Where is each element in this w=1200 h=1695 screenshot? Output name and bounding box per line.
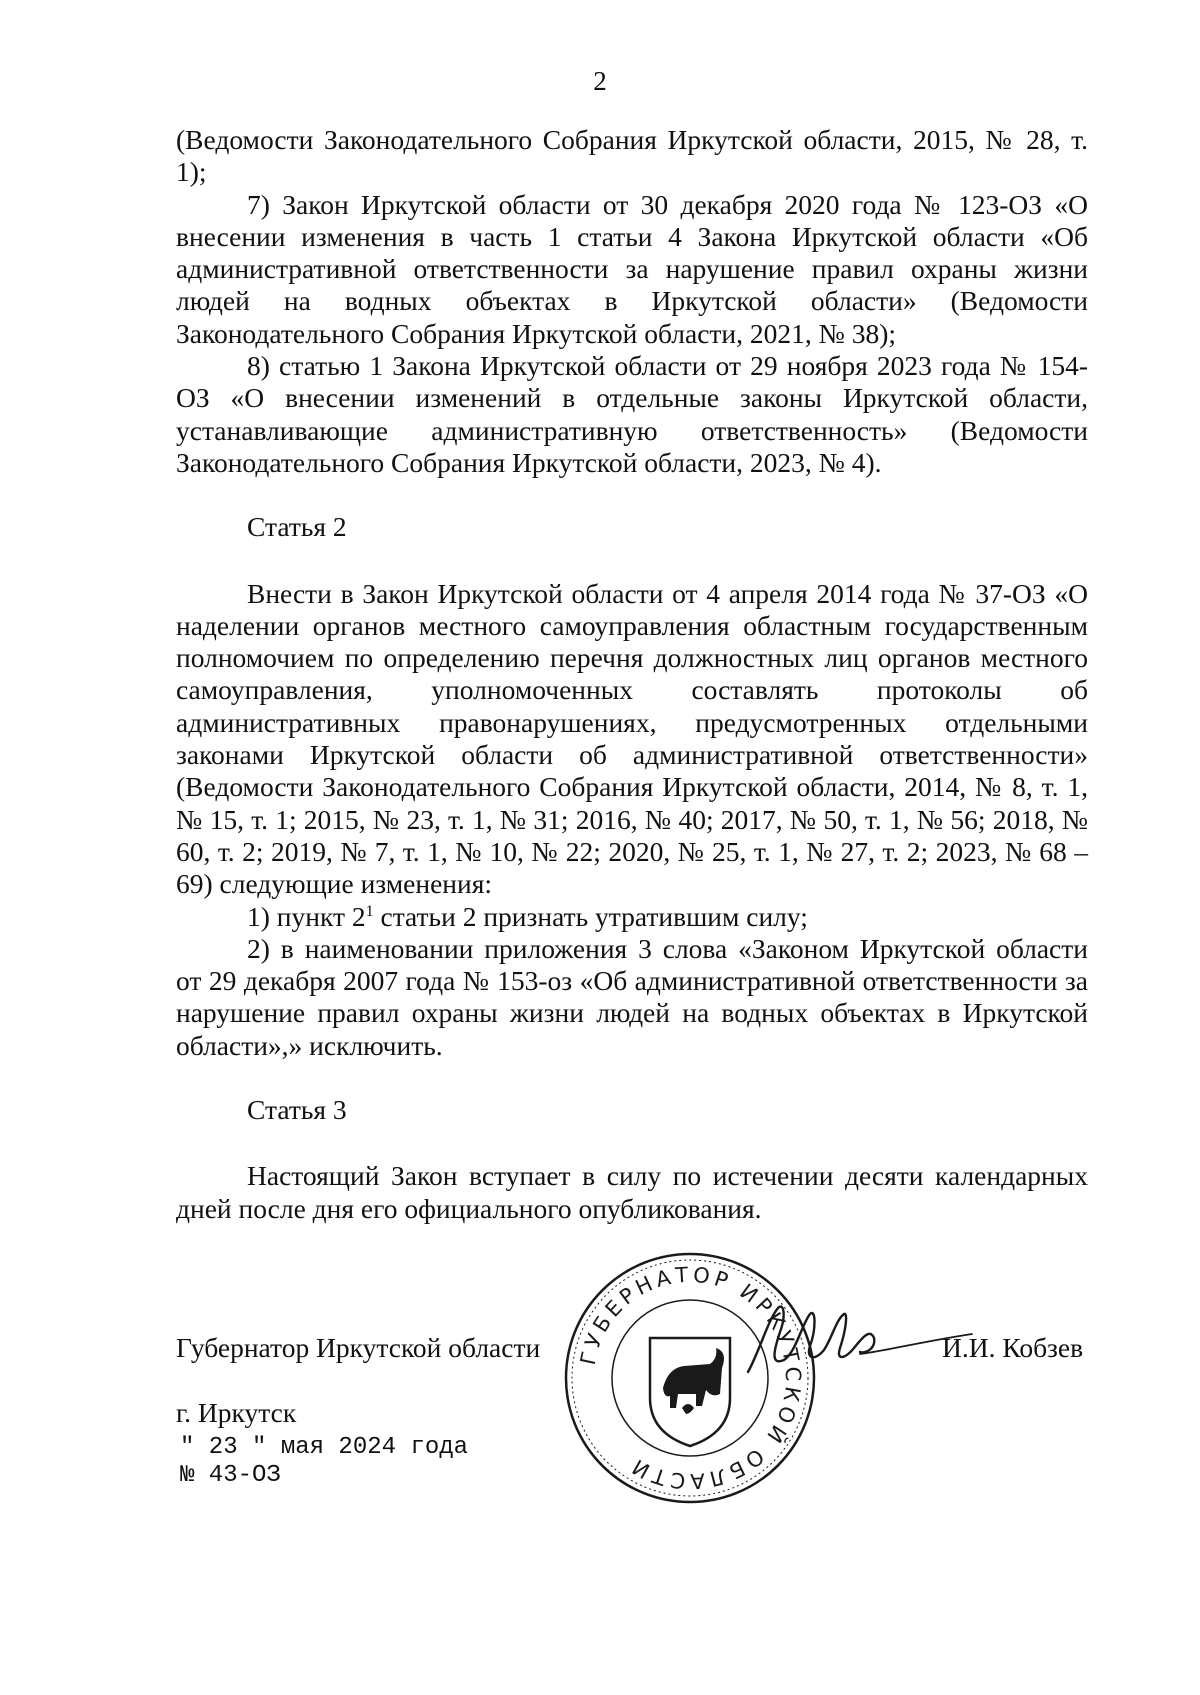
item-1-text-start: 1) пункт 2 — [247, 900, 366, 932]
page-number: 2 — [593, 66, 607, 96]
coat-of-arms-icon — [650, 1338, 730, 1446]
signer-name: И.И. Кобзев — [942, 1332, 1084, 1363]
item-1-text-end: статьи 2 признать утратившим силу; — [373, 900, 808, 932]
article-2-heading: Статья 2 — [247, 511, 347, 543]
document-body — [176, 124, 1088, 1225]
article-3-heading: Статья 3 — [247, 1094, 347, 1126]
law-number: № 43-ОЗ — [180, 1462, 281, 1489]
item-1-superscript: 1 — [365, 902, 374, 920]
governor-title: Губернатор Иркутской области — [176, 1332, 541, 1363]
article-3-text: Настоящий Закон вступает в силу по истечении десяти календарных дней после дня его официального опубликования. — [176, 1160, 1088, 1224]
paragraph-continuation: (Ведомости Законодательного Собрания Иркутской области, 2015, № 28, т. 1); — [176, 124, 1088, 188]
article-2-item-2: 2) в наименовании приложения 3 слова «Законом Иркутской области от 29 декабря 2007 года № 153-оз «Об административной ответственности за нарушение правил охраны жизни людей на водных объектах в Иркутской области»,» исключить. — [176, 932, 1088, 1061]
handwritten-signature-icon — [740, 1290, 980, 1400]
signing-date: " 23 " мая 2024 года — [180, 1434, 469, 1461]
article-2-intro: Внести в Закон Иркутской области от 4 апреля 2014 года № 37-ОЗ «О наделении органов местного самоуправления областным государственным полномочием по определению перечня должностных лиц органов местного самоуправления, уполномоченных составлять протоколы об административных правонарушениях, предусмотренных отдельными законами Иркутской области об административной ответственности» (Ведомости Законодательного Собрания Иркутской области, 2014, № 8, т. 1, № 15, т. 1; 2015, № 23, т. 1, № 31; 2016, № 40; 2017, № 50, т. 1, № 56; 2018, № 60, т. 2; 2019, № 7, т. 1, № 10, № 22; 2020, № 25, т. 1, № 27, т. 2; 2023, № 68 – 69) следующие изменения: — [176, 577, 1088, 900]
seal-ring-text: ГУБЕРНАТОР ИРКУТСКОЙ ОБЛАСТИ — [575, 1262, 806, 1494]
list-item-7: 7) Закон Иркутской области от 30 декабря 2020 года № 123-ОЗ «О внесении изменения в часть 1 статьи 4 Закона Иркутской области «Об административной ответственности за нарушение правил охраны жизни людей на водных объектах в Иркутской области» (Ведомости Законодательного Собрания Иркутской области, 2021, № 38); — [176, 188, 1088, 349]
list-item-8: 8) статью 1 Закона Иркутской области от 29 ноября 2023 года № 154-ОЗ «О внесении изменений в отдельные законы Иркутской области, устанавливающие административную ответственность» (Ведомости Законодательного Собрания Иркутской области, 2023, № 4). — [176, 350, 1088, 478]
city-line: г. Иркутск — [176, 1397, 297, 1428]
article-2-item-1 — [176, 901, 1088, 933]
